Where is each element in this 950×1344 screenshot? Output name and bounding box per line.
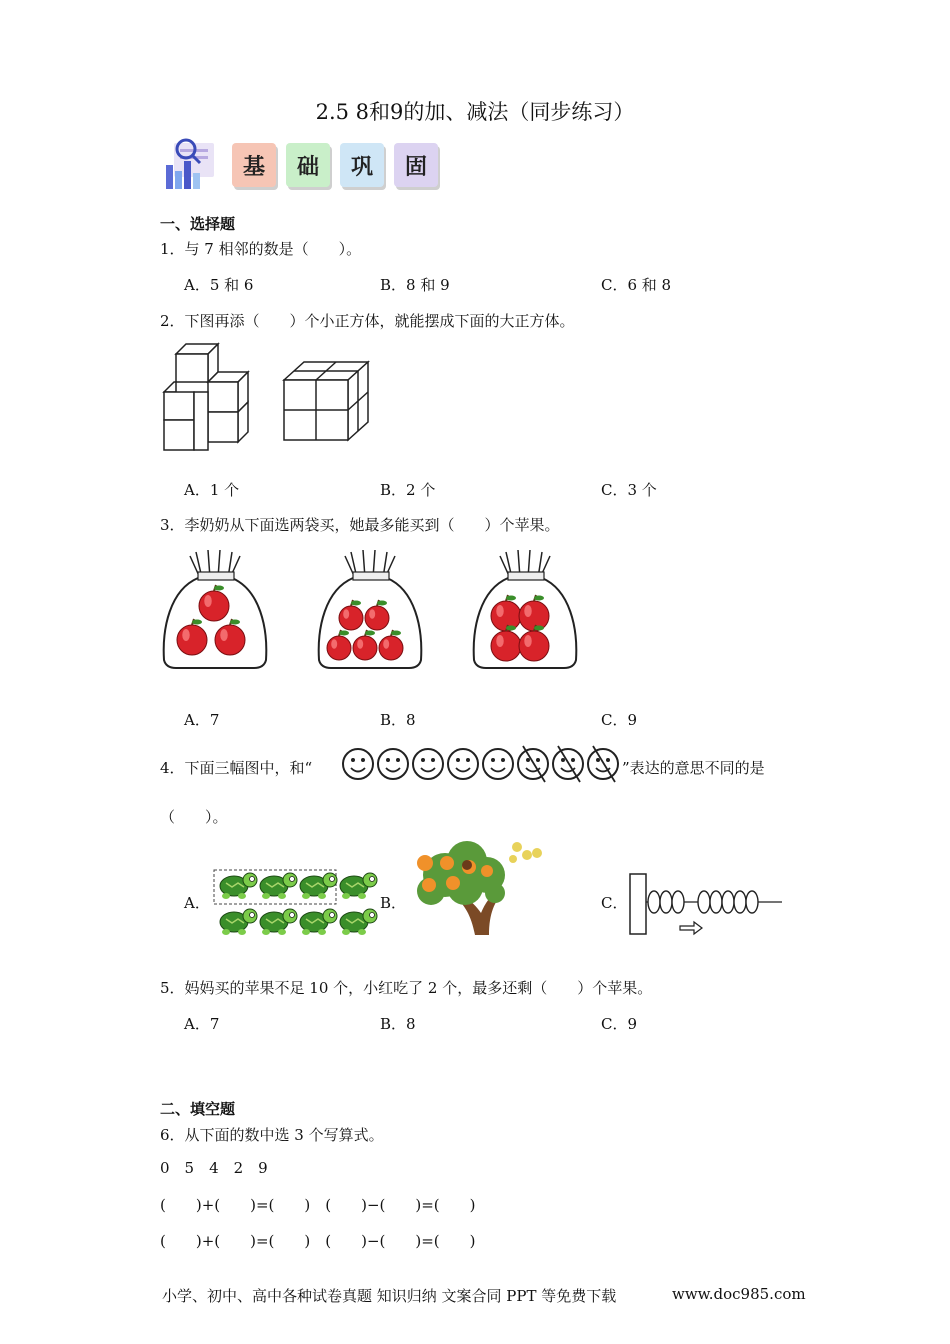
q3-option-c: C．9 <box>601 711 638 729</box>
turtle-icon <box>340 873 377 899</box>
turtle-icon <box>220 873 257 899</box>
smiley-faces-row <box>340 744 625 784</box>
question-4-part2: ”表达的意思不同的是 <box>622 759 765 777</box>
turtle-icon <box>340 909 377 935</box>
q1-option-b: B．8 和 9 <box>380 276 450 294</box>
smiley-icon <box>378 749 408 779</box>
section-heading-fill: 二、填空题 <box>160 1100 236 1118</box>
q6-numbers: 0 5 4 2 9 <box>160 1159 268 1177</box>
q5-option-c: C．9 <box>601 1015 638 1033</box>
q6-equation-row-1: ( )+( )=( ) ( )−( )=( ) <box>160 1196 476 1214</box>
footer-url[interactable]: www.doc985.com <box>672 1285 806 1303</box>
crossed-smiley-icon <box>518 746 548 782</box>
bead <box>660 891 672 913</box>
q2-option-c: C．3 个 <box>601 481 657 499</box>
question-4-part1: 4．下面三幅图中，和“ <box>160 759 313 777</box>
smiley-icon <box>413 749 443 779</box>
q4-option-c-label: C． <box>601 894 628 912</box>
turtles-figure <box>212 866 382 942</box>
turtle-icon <box>300 873 337 899</box>
birds-on-tree-figure <box>405 835 550 940</box>
arrow-right-icon <box>680 922 702 934</box>
crossed-smiley-icon <box>553 746 583 782</box>
q5-option-a: A．7 <box>184 1015 220 1033</box>
turtle-icon <box>300 909 337 935</box>
magnifier-icon <box>160 135 220 193</box>
question-2: 2．下图再添（ ）个小正方体，就能摆成下面的大正方体。 <box>160 312 575 330</box>
q1-option-a: A．5 和 6 <box>184 276 254 294</box>
bead <box>746 891 758 913</box>
apple-bag-3 <box>470 548 580 673</box>
question-1: 1．与 7 相邻的数是（ ）。 <box>160 240 362 258</box>
footer-text: 小学、初中、高中各种试卷真题 知识归纳 文案合同 PPT 等免费下载 <box>162 1287 617 1305</box>
q3-option-a: A．7 <box>184 711 220 729</box>
banner-tile-3: 巩 <box>340 143 384 187</box>
q3-option-b: B．8 <box>380 711 416 729</box>
page-title: 2.5 8和9的加、减法（同步练习） <box>315 100 635 124</box>
smiley-icon <box>448 749 478 779</box>
banner-tile-1: 基 <box>232 143 276 187</box>
turtle-icon <box>260 873 297 899</box>
turtle-icon <box>220 909 257 935</box>
question-5: 5．妈妈买的苹果不足 10 个，小红吃了 2 个，最多还剩（ ）个苹果。 <box>160 979 653 997</box>
banner-tile-2: 础 <box>286 143 330 187</box>
bead <box>722 891 734 913</box>
q5-option-b: B．8 <box>380 1015 416 1033</box>
large-cube-figure <box>282 360 372 445</box>
apple-bag-1 <box>160 548 270 673</box>
question-6: 6．从下面的数中选 3 个写算式。 <box>160 1126 384 1144</box>
q2-option-a: A．1 个 <box>184 481 240 499</box>
q1-option-c: C．6 和 8 <box>601 276 672 294</box>
bead <box>648 891 660 913</box>
q4-option-b-label: B． <box>380 894 407 912</box>
bead <box>734 891 746 913</box>
bead <box>698 891 710 913</box>
q4-option-a-label: A． <box>184 894 210 912</box>
stacked-cubes-figure <box>160 340 260 455</box>
question-3: 3．李奶奶从下面选两袋买，她最多能买到（ ）个苹果。 <box>160 516 560 534</box>
smiley-icon <box>343 749 373 779</box>
bead <box>672 891 684 913</box>
banner-tile-4: 固 <box>394 143 438 187</box>
bead <box>710 891 722 913</box>
smiley-icon <box>483 749 513 779</box>
turtle-icon <box>260 909 297 935</box>
section-heading-choice: 一、选择题 <box>160 215 236 233</box>
q6-equation-row-2: ( )+( )=( ) ( )−( )=( ) <box>160 1232 476 1250</box>
q2-option-b: B．2 个 <box>380 481 436 499</box>
question-4-line2: （ ）。 <box>160 808 228 826</box>
counting-beads-figure <box>628 870 788 940</box>
crossed-smiley-icon <box>588 746 618 782</box>
apple-bag-2 <box>315 548 425 673</box>
